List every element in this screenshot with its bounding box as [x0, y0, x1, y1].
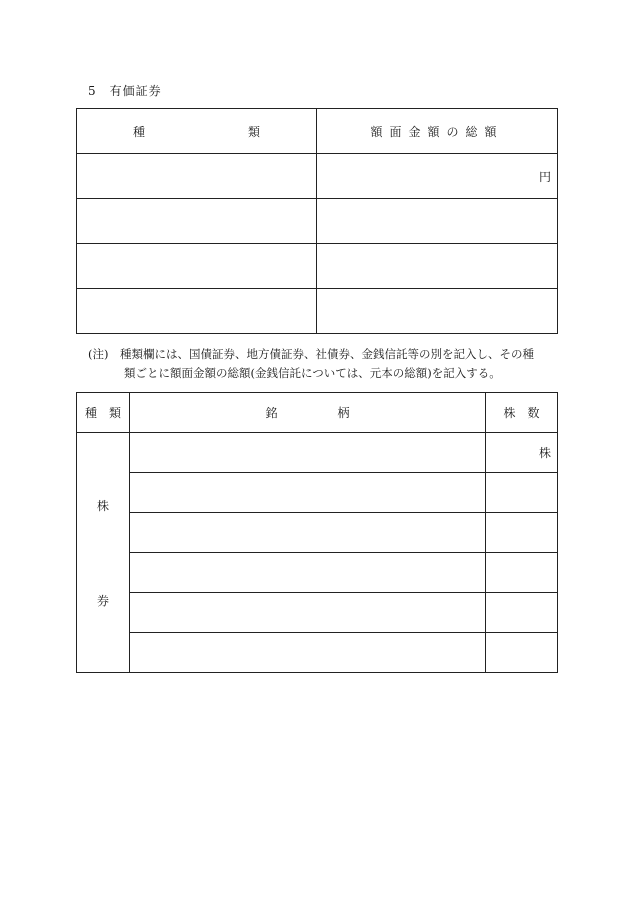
- stock-header-row: [77, 393, 558, 433]
- kind-cell[interactable]: [77, 289, 317, 334]
- kind-cell[interactable]: [77, 199, 317, 244]
- amount-cell[interactable]: [317, 154, 558, 199]
- table-row: [77, 513, 558, 553]
- table-row: [77, 289, 558, 334]
- category-char-1: 株: [96, 498, 109, 513]
- note-line-1: (注) 種類欄には、国債証券、地方債証券、社債券、金銭信託等の別を記入し、その種: [88, 347, 534, 361]
- brand-cell[interactable]: [130, 473, 486, 513]
- amount-cell[interactable]: [317, 289, 558, 334]
- brand-cell[interactable]: [130, 593, 486, 633]
- amount-cell[interactable]: [317, 244, 558, 289]
- table-row: [77, 633, 558, 673]
- table-row: [77, 154, 558, 199]
- table-row: [77, 199, 558, 244]
- table-row: [77, 553, 558, 593]
- shares-cell[interactable]: [486, 593, 558, 633]
- category-cell: [77, 433, 130, 673]
- table-row: [77, 473, 558, 513]
- kind-cell[interactable]: [77, 244, 317, 289]
- shares-cell[interactable]: [486, 513, 558, 553]
- note-line-2: 類ごとに額面金額の総額(金銭信託については、元本の総額)を記入する。: [124, 366, 501, 380]
- brand-cell[interactable]: [130, 553, 486, 593]
- securities-header-row: [77, 109, 558, 154]
- note: [88, 345, 558, 383]
- stock-table: [76, 392, 558, 673]
- brand-cell[interactable]: [130, 513, 486, 553]
- category-char-2: 券: [96, 593, 109, 608]
- table-row: [77, 593, 558, 633]
- header-brand-left: 銘: [265, 406, 278, 420]
- header-kind: 種 類: [77, 393, 130, 433]
- securities-table: [76, 108, 558, 334]
- amount-cell[interactable]: [317, 199, 558, 244]
- yen-unit: 円: [538, 169, 551, 184]
- header-shares: 株 数: [486, 393, 558, 433]
- shares-unit: 株: [538, 446, 551, 460]
- brand-cell[interactable]: [130, 433, 486, 473]
- header-brand: [130, 393, 486, 433]
- header-kind-right: 類: [247, 124, 260, 139]
- kind-cell[interactable]: [77, 154, 317, 199]
- shares-cell[interactable]: [486, 633, 558, 673]
- header-kind-left: 種: [133, 124, 146, 139]
- header-amount: 額面金額の総額: [317, 109, 558, 154]
- header-brand-right: 柄: [337, 406, 350, 420]
- table-row: [77, 244, 558, 289]
- brand-cell[interactable]: [130, 633, 486, 673]
- shares-cell[interactable]: [486, 433, 558, 473]
- shares-cell[interactable]: [486, 553, 558, 593]
- header-kind: [77, 109, 317, 154]
- shares-cell[interactable]: [486, 473, 558, 513]
- table-row: [77, 433, 558, 473]
- section-heading: 5 有価証券: [88, 84, 162, 98]
